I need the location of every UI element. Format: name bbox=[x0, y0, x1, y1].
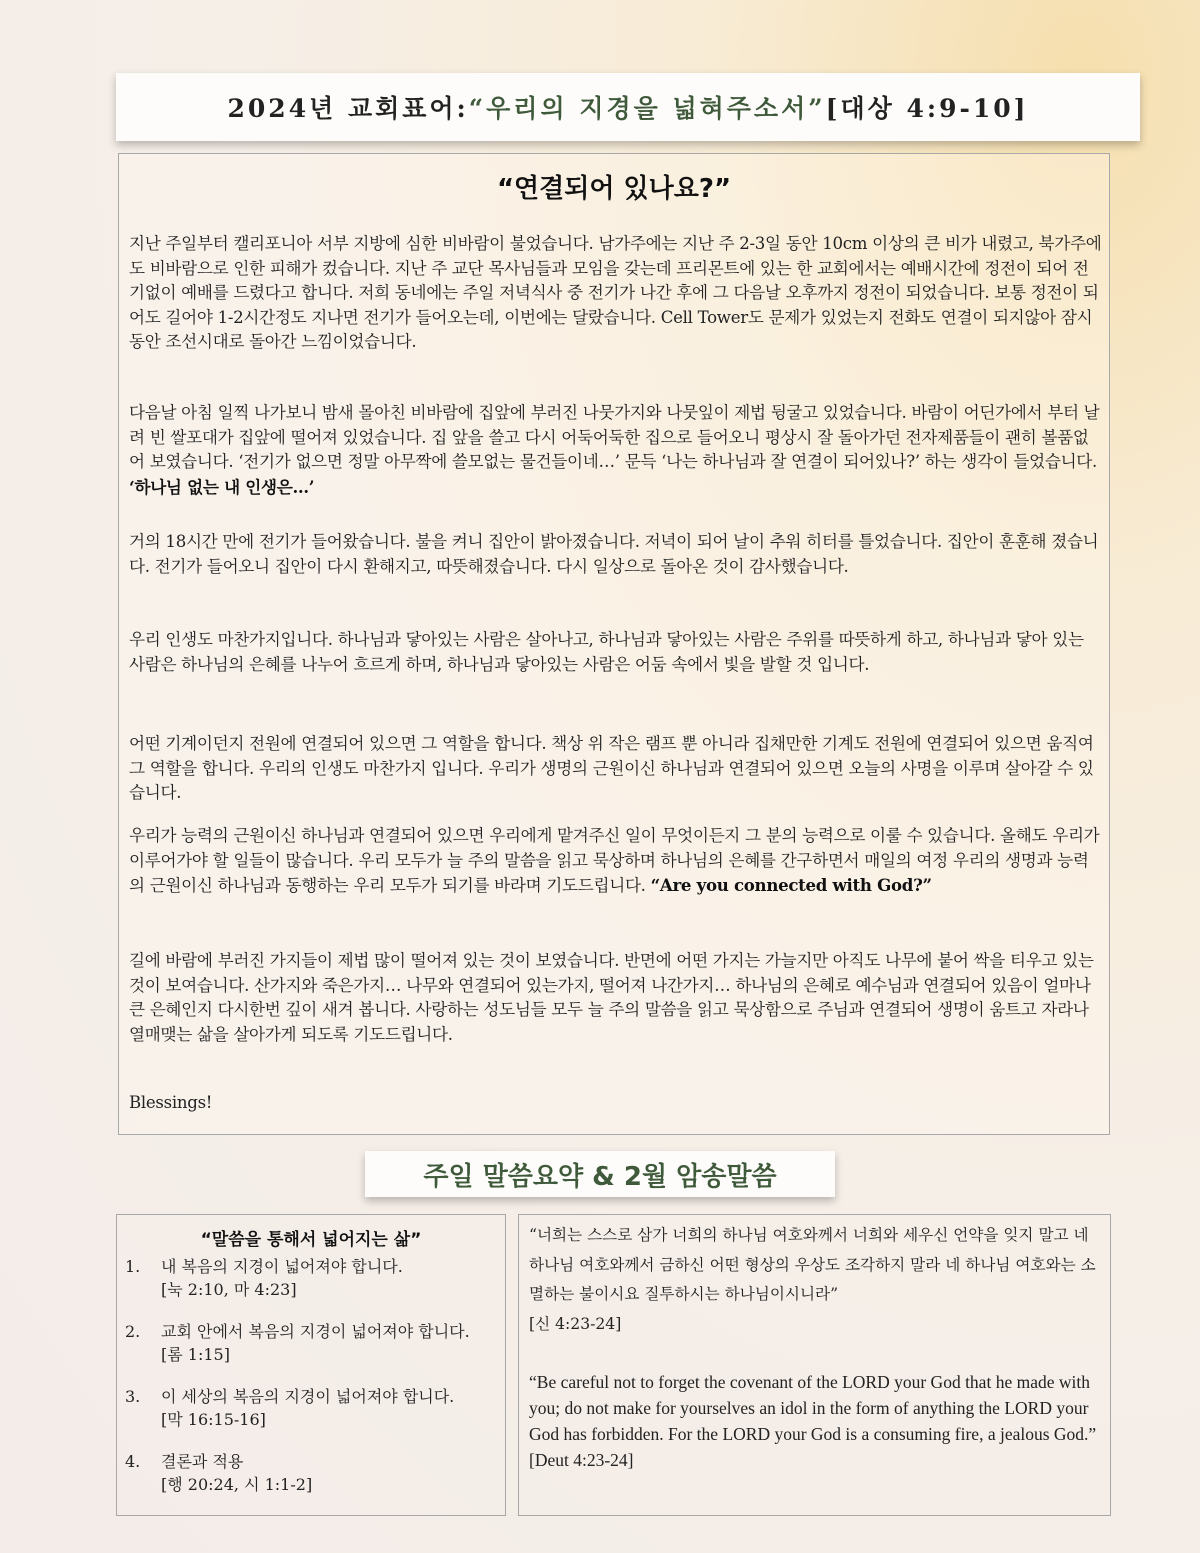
column-signoff: Blessings! bbox=[129, 1093, 213, 1112]
motto-banner bbox=[116, 73, 1140, 141]
memory-verse-english-ref: [Deut 4:23-24] bbox=[529, 1450, 634, 1470]
sermon-point: 3. 이 세상의 복음의 지경이 넓어져야 합니다. [막 16:15-16] bbox=[125, 1387, 455, 1429]
sermon-point: 2. 교회 안에서 복음의 지경이 넓어져야 합니다. [롬 1:15] bbox=[125, 1322, 470, 1364]
sermon-title: “말씀을 통해서 넓어지는 삶” bbox=[200, 1230, 422, 1250]
column-paragraph: 거의 18시간 만에 전기가 들어왔습니다. 불을 켜니 집안이 밝아졌습니다. 저녁이 되어 날이 추워 히터를 틀었습니다. 집안이 훈훈해 졌습니다. 전기가 들어오니 집안이 다시 환해지고, 따뜻해졌습니다. 다시 일상으로 돌아온 것이 감사했습니다. bbox=[129, 532, 1099, 576]
section-title: 주일 말씀요약 & 2월 암송말씀 bbox=[365, 1151, 835, 1197]
motto-text: “우리의 지경을 넓혀주소서” bbox=[468, 94, 826, 123]
motto-reference: [대상 4:9-10] bbox=[825, 94, 1029, 123]
column-paragraph: 우리 인생도 마찬가지입니다. 하나님과 닿아있는 사람은 살아나고, 하나님과 닿아있는 사람은 주위를 따뜻하게 하고, 하나님과 닿아 있는 사람은 하나님의 은혜를 나누어 흐르게 하며, 하나님과 닿아있는 사람은 어둠 속에서 빛을 발할 것 입니다. bbox=[129, 630, 1084, 674]
memory-verse-english: “Be careful not to forget the covenant of the LORD your God that he made with you; do not make for yourselves an idol in the form of anything the LORD your God has forbidden. For the LORD your God is a consuming fire, a jealous God.” [Deut 4:23-24] bbox=[529, 1372, 1097, 1470]
memory-verse-korean-ref: [신 4:23-24] bbox=[529, 1314, 622, 1333]
sermon-summary bbox=[116, 1214, 506, 1516]
pastor-column bbox=[118, 153, 1110, 1135]
column-paragraph: 어떤 기계이던지 전원에 연결되어 있으면 그 역할을 합니다. 책상 위 작은 램프 뿐 아니라 집채만한 기계도 전원에 연결되어 있으면 움직여 그 역할을 합니다. 우리의 인생도 마찬가지 입니다. 우리가 생명의 근원이신 하나님과 연결되어 있으면 오늘의 사명을 이루며 살아갈 수 있습니다. bbox=[129, 734, 1094, 802]
motto-prefix: 2024년 교회표어: bbox=[227, 94, 469, 123]
memory-verse bbox=[518, 1214, 1111, 1516]
column-paragraph: 길에 바람에 부러진 가지들이 제법 많이 떨어져 있는 것이 보였습니다. 반면에 어떤 가지는 가늘지만 아직도 나무에 붙어 싹을 티우고 있는 것이 보여습니다. 산가지와 죽은가지… 나무와 연결되어 있는가지, 떨어져 나간가지… 하나님의 은혜로 예수님과 연결되어 있음이 얼마나 큰 은혜인지 다시한번 깊이 새겨 봅니다. 사랑하는 성도님들 모두 늘 주의 말씀을 읽고 묵상함으로 주님과 연결되어 생명이 움트고 자라나 열매맺는 삶을 살아가게 되도록 기도드립니다. bbox=[129, 951, 1094, 1044]
column-paragraph: 우리가 능력의 근원이신 하나님과 연결되어 있으면 우리에게 맡겨주신 일이 무엇이든지 그 분의 능력으로 이룰 수 있습니다. 올해도 우리가 이루어가야 할 일들이 많습니다. 우리 모두가 늘 주의 말씀을 읽고 묵상하며 하나님의 은혜를 간구하면서 매일의 여정 우리의 생명과 능력의 근원이신 하나님과 동행하는 우리 모두가 되기를 바라며 기도드립니다. “Are you connected with God?” bbox=[129, 826, 1100, 895]
column-emphasis: “Are you connected with God?” bbox=[650, 875, 932, 895]
column-title: “연결되어 있나요?” bbox=[496, 174, 732, 204]
column-emphasis: ‘하나님 없는 내 인생은…’ bbox=[129, 476, 315, 497]
column-paragraph: 지난 주일부터 캘리포니아 서부 지방에 심한 비바람이 불었습니다. 남가주에는 지난 주 2-3일 동안 10cm 이상의 큰 비가 내렸고, 북가주에도 비바람으로 인한 피해가 컸습니다. 지난 주 교단 목사님들과 모임을 갖는데 프리몬트에 있는 한 교회에서는 예배시간에 정전이 되어 전기없이 예배를 드렸다고 합니다. 저희 동네에는 주일 저녁식사 중 전기가 나간 후에 그 다음날 오후까지 정전이 되었습니다. 보통 정전이 되어도 길어야 1-2시간정도 지나면 전기가 들어오는데, 이번에는 달랐습니다. Cell Tower도 문제가 있었는지 전화도 연결이 되지않아 잠시동안 조선시대로 돌아간 느낌이었습니다. bbox=[129, 234, 1102, 351]
sermon-point: 4. 결론과 적용 [행 20:24, 시 1:1-2] bbox=[125, 1452, 313, 1494]
sermon-point: 1. 내 복음의 지경이 넓어져야 합니다. [눅 2:10, 마 4:23] bbox=[125, 1257, 403, 1299]
memory-verse-korean: “너희는 스스로 삼가 너희의 하나님 여호와께서 너희와 세우신 언약을 잊지 말고 네 하나님 여호와께서 금하신 어떤 형상의 우상도 조각하지 말라 네 하나님 여호와는 소멸하는 불이시요 질투하시는 하나님이시니라” [신 4:23-24] bbox=[529, 1221, 1099, 1339]
column-paragraph: 다음날 아침 일찍 나가보니 밤새 몰아친 비바람에 집앞에 부러진 나뭇가지와 나뭇잎이 제법 뒹굴고 있었습니다. 바람이 어딘가에서 부터 날려 빈 쌀포대가 집앞에 떨어져 있었습니다. 집 앞을 쓸고 다시 어둑어둑한 집으로 들어오니 평상시 잘 돌아가던 전자제품들이 괜히 볼품없어 보였습니다. ‘전기가 없으면 정말 아무짝에 쓸모없는 물건들이네…’ 문득 ‘나는 하나님과 잘 연결이 되어있나?’ 하는 생각이 들었습니다. ‘하나님 없는 내 인생은…’ bbox=[129, 403, 1100, 497]
